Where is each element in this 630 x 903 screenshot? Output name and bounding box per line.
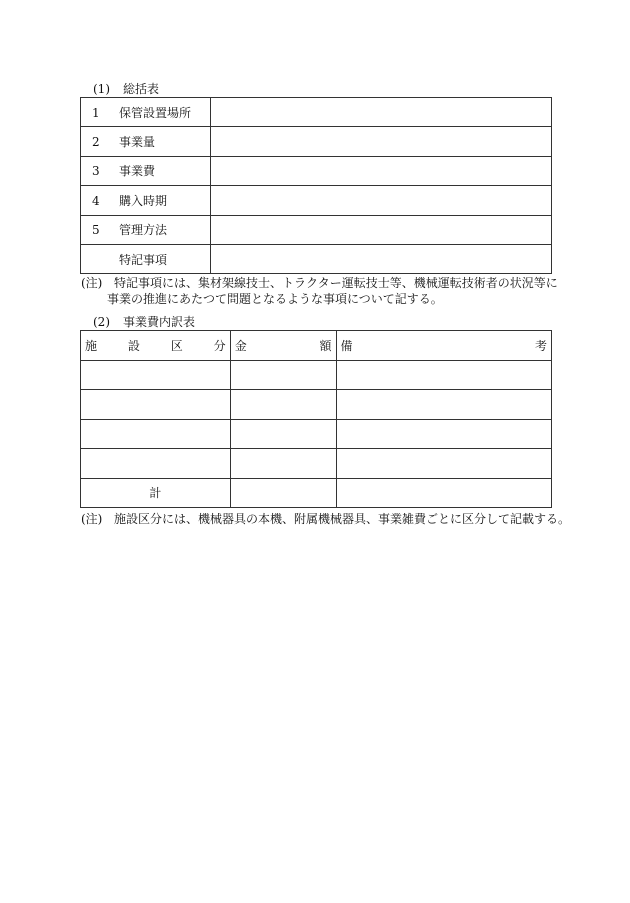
header-char: 額 — [319, 338, 332, 353]
summary-label-cell — [81, 156, 211, 185]
header-char: 施 — [85, 338, 98, 353]
note-2-text: 施設区分には、機械器具の本機、附属機械器具、事業雑費ごとに区分して記載する。 — [114, 512, 571, 526]
total-remarks-cell[interactable] — [336, 478, 552, 508]
summary-item-number: 4 — [92, 193, 100, 208]
table-row — [81, 244, 552, 273]
facility-cell[interactable] — [81, 449, 231, 479]
summary-label-cell — [81, 98, 211, 127]
amount-cell[interactable] — [230, 449, 336, 479]
summary-label-cell — [81, 215, 211, 244]
section-2-label: 事業費内訳表 — [123, 315, 196, 329]
summary-item-number: 3 — [92, 164, 100, 179]
summary-item-label: 購入時期 — [119, 193, 168, 208]
header-remarks — [336, 331, 552, 361]
table-row — [81, 98, 552, 127]
summary-item-label: 管理方法 — [119, 223, 168, 238]
table-row — [81, 390, 552, 420]
header-char: 考 — [534, 338, 547, 353]
total-label: 計 — [81, 478, 231, 508]
total-amount-cell[interactable] — [230, 478, 336, 508]
table-row — [81, 360, 552, 390]
amount-cell[interactable] — [230, 419, 336, 449]
breakdown-table — [80, 330, 552, 508]
summary-label-cell — [81, 186, 211, 215]
section-2-number: (2) — [93, 315, 110, 329]
header-char: 金 — [234, 338, 247, 353]
summary-item-number: 5 — [92, 223, 100, 238]
summary-item-label: 保管設置場所 — [119, 105, 192, 120]
amount-cell[interactable] — [230, 390, 336, 420]
summary-value-cell[interactable] — [211, 98, 552, 127]
header-char: 区 — [170, 338, 183, 353]
summary-value-cell[interactable] — [211, 156, 552, 185]
table-row — [81, 449, 552, 479]
table-row — [81, 419, 552, 449]
note-1-line-2: 事業の推進にあたつて問題となるような事項について記する。 — [107, 292, 443, 306]
table-row — [81, 186, 552, 215]
section-1-number: (1) — [93, 82, 110, 96]
remarks-cell[interactable] — [336, 419, 552, 449]
remarks-cell[interactable] — [336, 360, 552, 390]
table-row — [81, 127, 552, 156]
remarks-cell[interactable] — [336, 449, 552, 479]
note-1-line-1: 特記事項には、集材架線技士、トラクター運転技士等、機械運転技術者の状況等に — [114, 276, 558, 290]
summary-item-label: 事業量 — [119, 135, 156, 150]
summary-value-cell[interactable] — [211, 215, 552, 244]
header-char: 設 — [127, 338, 140, 353]
section-1-title — [93, 82, 159, 96]
note-2 — [81, 511, 570, 527]
note-1-tag: (注) — [81, 276, 103, 290]
summary-item-label: 事業費 — [119, 164, 156, 179]
summary-item-number: 2 — [92, 135, 100, 150]
facility-cell[interactable] — [81, 390, 231, 420]
note-1 — [81, 275, 558, 307]
summary-label-cell — [81, 127, 211, 156]
remarks-cell[interactable] — [336, 390, 552, 420]
breakdown-header-row — [81, 331, 552, 361]
facility-cell[interactable] — [81, 419, 231, 449]
summary-value-cell[interactable] — [211, 244, 552, 273]
summary-table — [80, 97, 552, 274]
section-1-label: 総括表 — [123, 82, 160, 96]
note-2-tag: (注) — [81, 512, 103, 526]
header-char: 備 — [340, 338, 353, 353]
facility-cell[interactable] — [81, 360, 231, 390]
section-2-title — [93, 315, 195, 329]
header-amount — [230, 331, 336, 361]
header-char: 分 — [213, 338, 226, 353]
summary-value-cell[interactable] — [211, 127, 552, 156]
header-facility-category — [81, 331, 231, 361]
amount-cell[interactable] — [230, 360, 336, 390]
summary-item-number: 1 — [92, 105, 100, 120]
table-row — [81, 215, 552, 244]
table-row — [81, 156, 552, 185]
total-row — [81, 478, 552, 508]
summary-item-label: 特記事項 — [119, 252, 168, 267]
summary-label-cell — [81, 244, 211, 273]
summary-value-cell[interactable] — [211, 186, 552, 215]
